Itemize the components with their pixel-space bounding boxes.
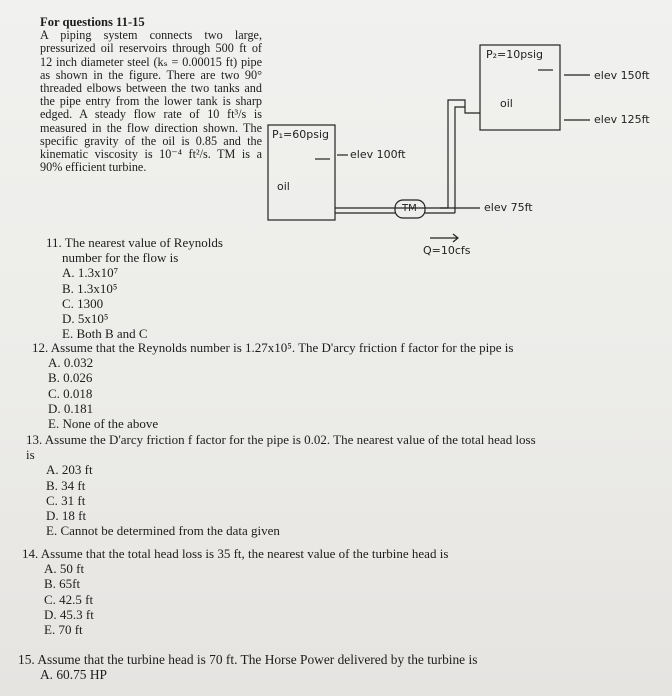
question-14 <box>22 546 448 637</box>
lower-tank-pressure: P₁=60psig <box>272 128 330 141</box>
q11-option-a: A. 1.3x10⁷ <box>62 265 119 281</box>
pipe-exit-elevation: elev 125ft <box>594 113 650 126</box>
q14-option-b: B. 65ft <box>44 576 81 592</box>
q12-option-c: C. 0.018 <box>48 385 93 401</box>
q12-option-e: E. None of the above <box>48 416 159 432</box>
question-15 <box>18 652 477 682</box>
q12-option-d: D. 0.181 <box>48 400 94 416</box>
q14-option-c: C. 42.5 ft <box>44 591 94 607</box>
question-11 <box>46 235 223 341</box>
q12-option-a: A. 0.032 <box>48 355 94 371</box>
question-12 <box>32 340 513 431</box>
pipe-riser <box>455 107 465 213</box>
lower-tank-elevation: elev 100ft <box>350 148 406 161</box>
q11-option-e: E. Both B and C <box>62 326 148 342</box>
q15-option-a: A. 60.75 HP <box>40 667 107 683</box>
q11-option-c: C. 1300 <box>62 295 104 311</box>
question-11-stem-line1: 11. The nearest value of Reynolds <box>46 235 223 250</box>
question-13 <box>26 432 536 538</box>
q14-option-e: E. 70 ft <box>44 622 83 638</box>
question-11-stem-line2: number for the flow is <box>62 250 179 266</box>
q12-option-b: B. 0.026 <box>48 370 93 386</box>
question-13-stem-line1: 13. Assume the D'arcy friction f factor for the pipe is 0.02. The nearest value of the total head loss <box>26 432 536 447</box>
q13-option-d: D. 18 ft <box>46 508 87 524</box>
turbine-label: TM <box>402 203 417 214</box>
upper-tank-content: oil <box>500 97 513 110</box>
problem-header: For questions 11-15 <box>40 15 145 29</box>
q13-option-c: C. 31 ft <box>46 492 86 508</box>
question-15-stem: 15. Assume that the turbine head is 70 ft. The Horse Power delivered by the turbine is <box>18 652 478 667</box>
question-14-stem: 14. Assume that the total head loss is 35 ft, the nearest value of the turbine head is <box>22 546 449 561</box>
q11-option-b: B. 1.3x10⁵ <box>62 280 118 296</box>
turbine-elevation: elev 75ft <box>484 201 533 214</box>
problem-text: A piping system connects two large, pressurized oil reservoirs through 500 ft of 12 inch diameter steel (kₛ = 0.00015 ft) pipe as shown in the figure. There are two 90° threaded elbows between the two tanks and the pipe entry from the lower tank is sharp edged. A steady flow rate of 10 ft³/s is measured in the flow direction shown. The specific gravity of the oil is 0.85 and the kinematic viscosity is 10⁻⁴ ft²/s. TM is a 90% efficient turbine. <box>40 28 262 175</box>
question-13-stem-line2: is <box>26 447 35 463</box>
q14-option-a: A. 50 ft <box>44 561 85 577</box>
q13-option-a: A. 203 ft <box>46 462 93 478</box>
q11-option-d: D. 5x10⁵ <box>62 311 109 327</box>
upper-tank-elevation: elev 150ft <box>594 69 650 82</box>
q13-option-b: B. 34 ft <box>46 477 86 493</box>
q13-option-e: E. Cannot be determined from the data given <box>46 523 280 539</box>
q14-option-d: D. 45.3 ft <box>44 606 94 622</box>
upper-tank-pressure: P₂=10psig <box>486 48 544 61</box>
question-12-stem: 12. Assume that the Reynolds number is 1.27x10⁵. The D'arcy friction f factor for the pipe is <box>32 340 514 355</box>
flow-rate-label: Q=10cfs <box>423 244 471 257</box>
lower-tank-content: oil <box>277 180 290 193</box>
